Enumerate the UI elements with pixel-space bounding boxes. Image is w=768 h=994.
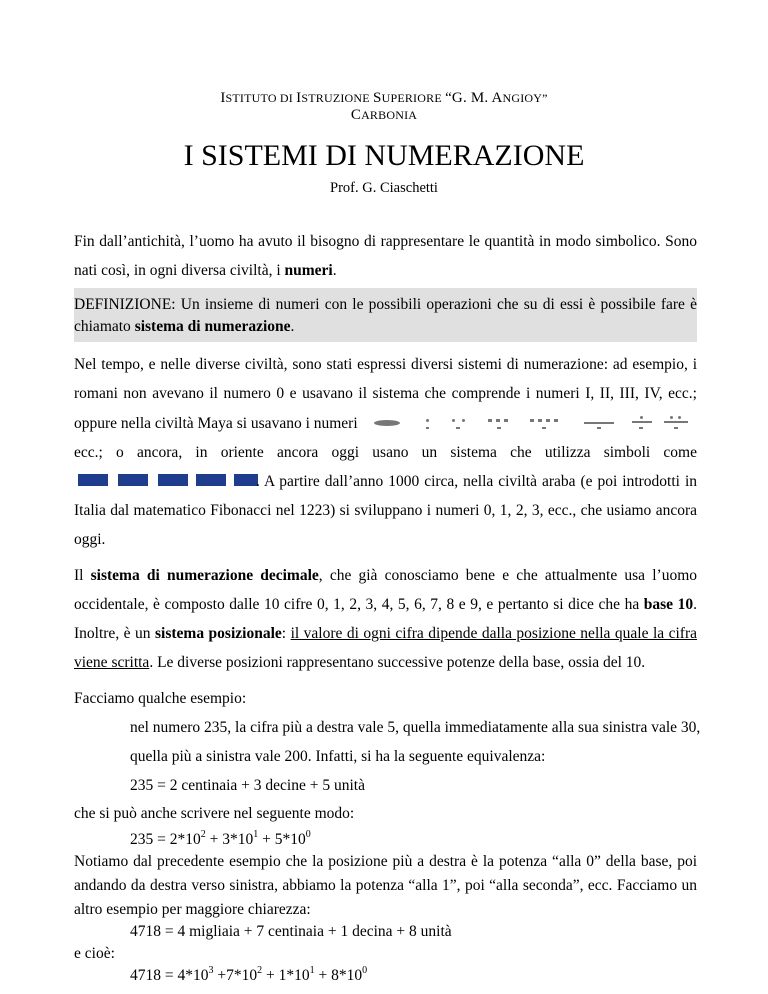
- example-line-2: quella più a sinistra vale 200. Infatti, si ha la seguente equivalenza:: [130, 748, 546, 765]
- intro-line-2: nati così, in ogni diversa civiltà, i numeri.: [74, 262, 337, 279]
- definition-line-1: DEFINIZIONE: Un insieme di numeri con le possibili operazioni che su di essi è possibile fare è: [74, 296, 697, 313]
- cioe-text: e cioè:: [74, 945, 115, 962]
- maya-numeral-5-icon: [582, 417, 616, 431]
- keyword-sistema-di-numerazione: sistema di numerazione: [134, 318, 291, 335]
- author: Prof. G. Ciaschetti: [330, 180, 438, 196]
- oriental-numeral-5-icon: [234, 474, 258, 486]
- note-line-1: Notiamo dal precedente esempio che la posizione più a destra è la potenza “alla 0” della base, poi: [74, 853, 697, 870]
- history-line-6: Italia dal matematico Fibonacci nel 1223) si sviluppano i numeri 0, 1, 2, 3, ecc., che usiamo ancora: [74, 502, 697, 519]
- history-line-3: oppure nella civiltà Maya si usavano i numeri: [74, 415, 358, 432]
- history-line-5: . A partire dall’anno 1000 circa, nella civiltà araba (e poi introdotti in: [256, 473, 697, 490]
- maya-numeral-6-icon: [630, 415, 654, 429]
- equation-2: $235 = 2*10^2 + 3*10^1 + 5*10^0$: [130, 829, 311, 848]
- alt-form-text: che si può anche scrivere nel seguente modo:: [74, 805, 355, 822]
- maya-numeral-3-icon: [486, 417, 516, 431]
- equation-3: 4718 = 4 migliaia + 7 centinaia + 1 decina + 8 unità: [130, 923, 452, 940]
- oriental-numeral-3-icon: [158, 474, 188, 486]
- equation-1: 235 = 2 centinaia + 3 decine + 5 unità: [130, 777, 365, 794]
- oriental-numeral-2-icon: [118, 474, 148, 486]
- decimal-line-4: viene scritta. Le diverse posizioni rappresentano successive potenze della base, ossia del 10.: [74, 654, 646, 671]
- keyword-sistema-decimale: sistema di numerazione decimale: [90, 567, 319, 584]
- city-name: CARBONIA: [350, 107, 418, 123]
- decimal-line-2: occidentale, è composto dalle 10 cifre 0, 1, 2, 3, 4, 5, 6, 7, 8 e 9, e pertanto si dice che ha base 10.: [74, 596, 697, 613]
- history-line-7: oggi.: [74, 531, 106, 548]
- intro-line-1: Fin dall’antichità, l’uomo ha avuto il bisogno di rappresentare le quantità in modo simbolico. Sono: [74, 233, 697, 250]
- note-line-3: altro esempio per maggiore chiarezza:: [74, 901, 311, 918]
- school-name: ISTITUTO DI ISTRUZIONE SUPERIORE “G. M. ANGIOY”: [220, 90, 548, 106]
- examples-intro: Facciamo qualche esempio:: [74, 690, 247, 707]
- maya-numeral-2-icon: [448, 417, 472, 431]
- maya-numeral-1-icon: [422, 417, 434, 431]
- maya-numeral-7-icon: [662, 415, 692, 429]
- equation-4: $4718 = 4*10^3 +7*10^2 + 1*10^1 + 8*10^0$: [130, 965, 368, 984]
- note-line-2: andando da destra verso sinistra, abbiamo la potenza “alla 1”, poi “alla seconda”, ecc. Facciamo un: [74, 877, 697, 894]
- oriental-numerals: [78, 472, 262, 490]
- maya-numerals: [372, 413, 694, 435]
- maya-numeral-4-icon: [528, 417, 564, 431]
- keyword-sistema-posizionale: sistema posizionale: [155, 625, 282, 642]
- keyword-base-10: base 10: [643, 596, 694, 613]
- maya-numeral-0-icon: [372, 417, 402, 431]
- history-line-1: Nel tempo, e nelle diverse civiltà, sono stati espressi diversi sistemi di numerazione: ad esempio, i: [74, 356, 697, 373]
- history-line-2: romani non avevano il numero 0 e usavano il sistema che comprende i numeri I, II, III, IV, ecc.;: [74, 385, 697, 402]
- oriental-numeral-1-icon: [78, 474, 108, 486]
- definition-line-2: chiamato sistema di numerazione.: [74, 318, 295, 335]
- keyword-numeri: numeri: [284, 262, 333, 279]
- oriental-numeral-4-icon: [196, 474, 226, 486]
- decimal-line-1: Il sistema di numerazione decimale, che già conosciamo bene e che attualmente usa l’uomo: [74, 567, 698, 584]
- decimal-line-3: Inoltre, è un sistema posizionale: il valore di ogni cifra dipende dalla posizione nella quale la cifra: [74, 625, 698, 642]
- page-title: I SISTEMI DI NUMERAZIONE: [183, 139, 585, 172]
- example-line-1: nel numero 235, la cifra più a destra vale 5, quella immediatamente alla sua sinistra vale 30,: [130, 719, 701, 736]
- history-line-4: ecc.; o ancora, in oriente ancora oggi usano un sistema che utilizza simboli come: [74, 444, 697, 461]
